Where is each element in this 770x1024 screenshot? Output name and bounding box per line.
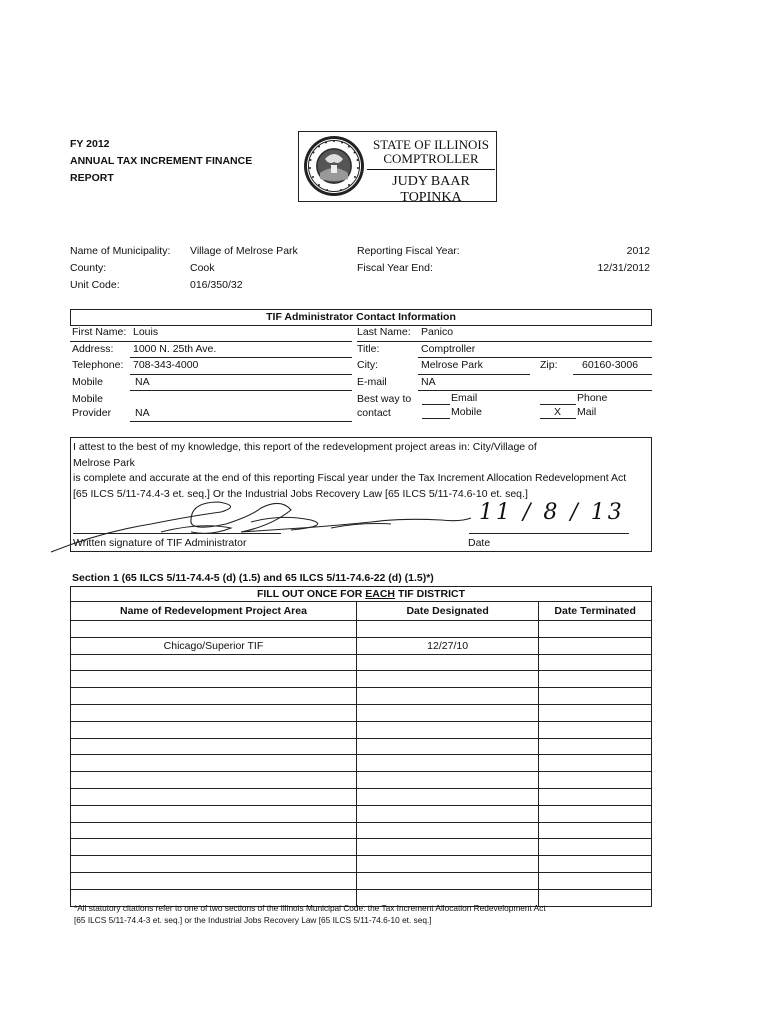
table-row	[71, 772, 652, 789]
footnote-line: *All statutory citations refer to one of two sections of the Illinois Municipal Code: the Tax Increment Allocation Redevelopment Act	[74, 903, 546, 913]
date-designated-cell	[356, 688, 538, 705]
date-designated-cell	[356, 654, 538, 671]
report-title-line: REPORT	[70, 172, 114, 184]
first-name-label: First Name:	[72, 326, 127, 338]
project-area-cell	[71, 738, 357, 755]
fill-instruction-text: FILL OUT ONCE FOR	[256, 588, 366, 600]
email-label: E-mail	[357, 376, 387, 388]
project-area-cell	[71, 755, 357, 772]
date-terminated-cell	[539, 738, 652, 755]
mobile-value: NA	[135, 376, 150, 388]
title-underline	[418, 357, 652, 358]
table-row	[71, 671, 652, 688]
date-designated-cell	[356, 772, 538, 789]
date-designated-cell: 12/27/10	[356, 637, 538, 654]
column-header-date-terminated: Date Terminated	[539, 602, 652, 621]
mobile-option-blank	[422, 418, 450, 419]
comptroller-name-block	[367, 138, 495, 206]
table-row	[71, 872, 652, 889]
phone-option-label: Phone	[577, 392, 608, 404]
fiscal-year-end-label: Fiscal Year End:	[357, 262, 433, 274]
mobile-provider-value: NA	[135, 407, 150, 419]
state-seal-icon	[303, 135, 365, 197]
attestation-line: I attest to the best of my knowledge, this report of the redevelopment project areas in: City/Village of	[73, 441, 537, 453]
date-terminated-cell	[539, 755, 652, 772]
date-designated-cell	[356, 621, 538, 638]
date-terminated-cell	[539, 721, 652, 738]
date-designated-cell	[356, 872, 538, 889]
seal-comptroller-name: JUDY BAAR TOPINKA	[392, 174, 470, 205]
date-label: Date	[468, 537, 491, 549]
date-designated-cell	[356, 856, 538, 873]
email-option-blank	[422, 404, 450, 405]
fiscal-labels	[357, 243, 460, 277]
mobile-label: Mobile	[72, 376, 103, 388]
city-label: City:	[357, 359, 378, 371]
last-name-underline	[357, 341, 652, 342]
date-designated-cell	[356, 721, 538, 738]
fill-instruction-cell	[71, 587, 652, 602]
fill-instruction-text: TIF DISTRICT	[395, 588, 466, 600]
date-terminated-cell	[539, 654, 652, 671]
date-designated-cell	[356, 822, 538, 839]
county-label: County:	[70, 262, 107, 274]
seal-office-line: COMPTROLLER	[367, 152, 495, 170]
best-way-label-line1: Best way to	[357, 393, 412, 405]
date-terminated-cell	[539, 621, 652, 638]
email-value: NA	[421, 376, 436, 388]
email-option-label: Email	[451, 392, 478, 404]
first-name-underline	[70, 341, 352, 342]
project-area-cell	[71, 704, 357, 721]
reporting-fiscal-year-value: 2012	[626, 245, 650, 257]
email-underline	[418, 390, 652, 391]
phone-option-blank	[540, 404, 576, 405]
unit-code-label: Unit Code:	[70, 279, 120, 291]
table-row	[71, 654, 652, 671]
attestation-line: is complete and accurate at the end of this reporting Fiscal year under the Tax Increment Allocation Redevelopment Act	[73, 472, 627, 484]
contact-section-title: TIF Administrator Contact Information	[266, 311, 456, 323]
project-area-cell	[71, 872, 357, 889]
project-area-cell	[71, 856, 357, 873]
handwritten-date: 11 / 8 / 13	[479, 500, 625, 525]
date-terminated-cell	[539, 671, 652, 688]
last-name-value: Panico	[421, 326, 454, 338]
signature-line	[73, 533, 281, 534]
best-way-label	[357, 392, 411, 420]
column-header-date-designated: Date Designated	[356, 602, 538, 621]
project-area-cell	[71, 688, 357, 705]
table-row	[71, 738, 652, 755]
date-designated-cell	[356, 788, 538, 805]
last-name-label: Last Name:	[357, 326, 411, 338]
date-terminated-cell	[539, 856, 652, 873]
fill-instruction-each: EACH	[365, 588, 396, 600]
zip-value: 60160-3006	[582, 359, 639, 371]
date-terminated-cell	[539, 822, 652, 839]
date-terminated-cell	[539, 637, 652, 654]
date-terminated-cell	[539, 688, 652, 705]
report-title-line: ANNUAL TAX INCREMENT FINANCE	[70, 155, 253, 167]
mobile-provider-label-line2: Provider	[72, 407, 112, 419]
signature-label: Written signature of TIF Administrator	[73, 537, 247, 549]
telephone-label: Telephone:	[72, 359, 124, 371]
mobile-provider-label	[72, 392, 111, 420]
tif-rows	[71, 621, 652, 907]
section1-heading	[72, 572, 434, 584]
report-title	[70, 136, 252, 187]
zip-label: Zip:	[540, 359, 558, 371]
best-way-label-line2: contact	[357, 407, 391, 419]
date-terminated-cell	[539, 889, 652, 906]
date-terminated-cell	[539, 805, 652, 822]
mail-option-blank	[540, 418, 576, 419]
project-area-cell	[71, 839, 357, 856]
mobile-option-label: Mobile	[451, 406, 482, 418]
municipality-name-label: Name of Municipality:	[70, 245, 171, 257]
first-name-value: Louis	[133, 326, 159, 338]
address-label: Address:	[72, 343, 114, 355]
project-area-cell	[71, 772, 357, 789]
table-row	[71, 621, 652, 638]
comptroller-seal-box	[298, 131, 497, 205]
date-designated-cell	[356, 704, 538, 721]
project-area-cell: Chicago/Superior TIF	[71, 637, 357, 654]
fiscal-values	[560, 243, 650, 277]
mail-option-label: Mail	[577, 406, 597, 418]
table-header-row	[71, 602, 652, 621]
city-value: Melrose Park	[421, 359, 483, 371]
table-row	[71, 704, 652, 721]
address-value: 1000 N. 25th Ave.	[133, 343, 217, 355]
project-area-cell	[71, 721, 357, 738]
table-row	[71, 688, 652, 705]
date-terminated-cell	[539, 772, 652, 789]
section1-heading-text: Section 1 (65 ILCS 5/11-74.4-5 (d) (1.5) and 65 ILCS 5/11-74.6-22 (d) (1.5)*)	[72, 572, 434, 584]
address-underline	[130, 357, 352, 358]
city-underline	[418, 374, 530, 375]
project-area-cell	[71, 654, 357, 671]
fiscal-year-end-value: 12/31/2012	[597, 262, 650, 274]
seal-state-line: STATE OF ILLINOIS	[373, 137, 489, 152]
table-row	[71, 805, 652, 822]
attestation-municipality: Melrose Park	[73, 456, 135, 469]
project-area-cell	[71, 805, 357, 822]
date-line	[469, 533, 629, 534]
attestation-box	[70, 437, 652, 552]
table-row	[71, 755, 652, 772]
date-designated-cell	[356, 671, 538, 688]
date-designated-cell	[356, 839, 538, 856]
date-designated-cell	[356, 755, 538, 772]
mobile-underline	[130, 390, 352, 391]
date-designated-cell	[356, 805, 538, 822]
footnote-line: [65 ILCS 5/11-74.4-3 et. seq.] or the Industrial Jobs Recovery Law [65 ILCS 5/11-74.6-10 et. seq.]	[74, 915, 432, 925]
title-value: Comptroller	[421, 343, 476, 355]
project-area-cell	[71, 671, 357, 688]
statutory-footnote	[74, 902, 546, 926]
table-row	[71, 839, 652, 856]
table-row	[71, 856, 652, 873]
mobile-provider-label-line1: Mobile	[72, 393, 103, 405]
table-row	[71, 721, 652, 738]
mobile-provider-underline	[130, 421, 352, 422]
tif-district-table	[70, 586, 652, 907]
date-terminated-cell	[539, 839, 652, 856]
table-row	[71, 788, 652, 805]
project-area-cell	[71, 822, 357, 839]
table-fill-instruction-row	[71, 587, 652, 602]
project-area-cell	[71, 788, 357, 805]
county-value: Cook	[190, 262, 215, 274]
contact-section-header	[70, 309, 652, 326]
date-terminated-cell	[539, 704, 652, 721]
table-row	[71, 637, 652, 654]
date-terminated-cell	[539, 872, 652, 889]
title-label: Title:	[357, 343, 380, 355]
project-area-cell	[71, 621, 357, 638]
zip-underline	[573, 374, 652, 375]
mail-option-mark: X	[554, 406, 562, 418]
fiscal-year-heading: FY 2012	[70, 138, 110, 150]
reporting-fiscal-year-label: Reporting Fiscal Year:	[357, 245, 460, 257]
telephone-underline	[130, 374, 352, 375]
column-header-project-area: Name of Redevelopment Project Area	[71, 602, 357, 621]
municipality-name-value: Village of Melrose Park	[190, 245, 298, 257]
date-designated-cell	[356, 738, 538, 755]
table-row	[71, 822, 652, 839]
municipality-values	[190, 243, 298, 294]
telephone-value: 708-343-4000	[133, 359, 199, 371]
attestation-line: [65 ILCS 5/11-74.4-3 et. seq.] Or the Industrial Jobs Recovery Law [65 ILCS 5/11-74.6-10 et. seq.]	[73, 487, 528, 500]
municipality-labels	[70, 243, 170, 294]
unit-code-value: 016/350/32	[190, 279, 243, 291]
date-terminated-cell	[539, 788, 652, 805]
